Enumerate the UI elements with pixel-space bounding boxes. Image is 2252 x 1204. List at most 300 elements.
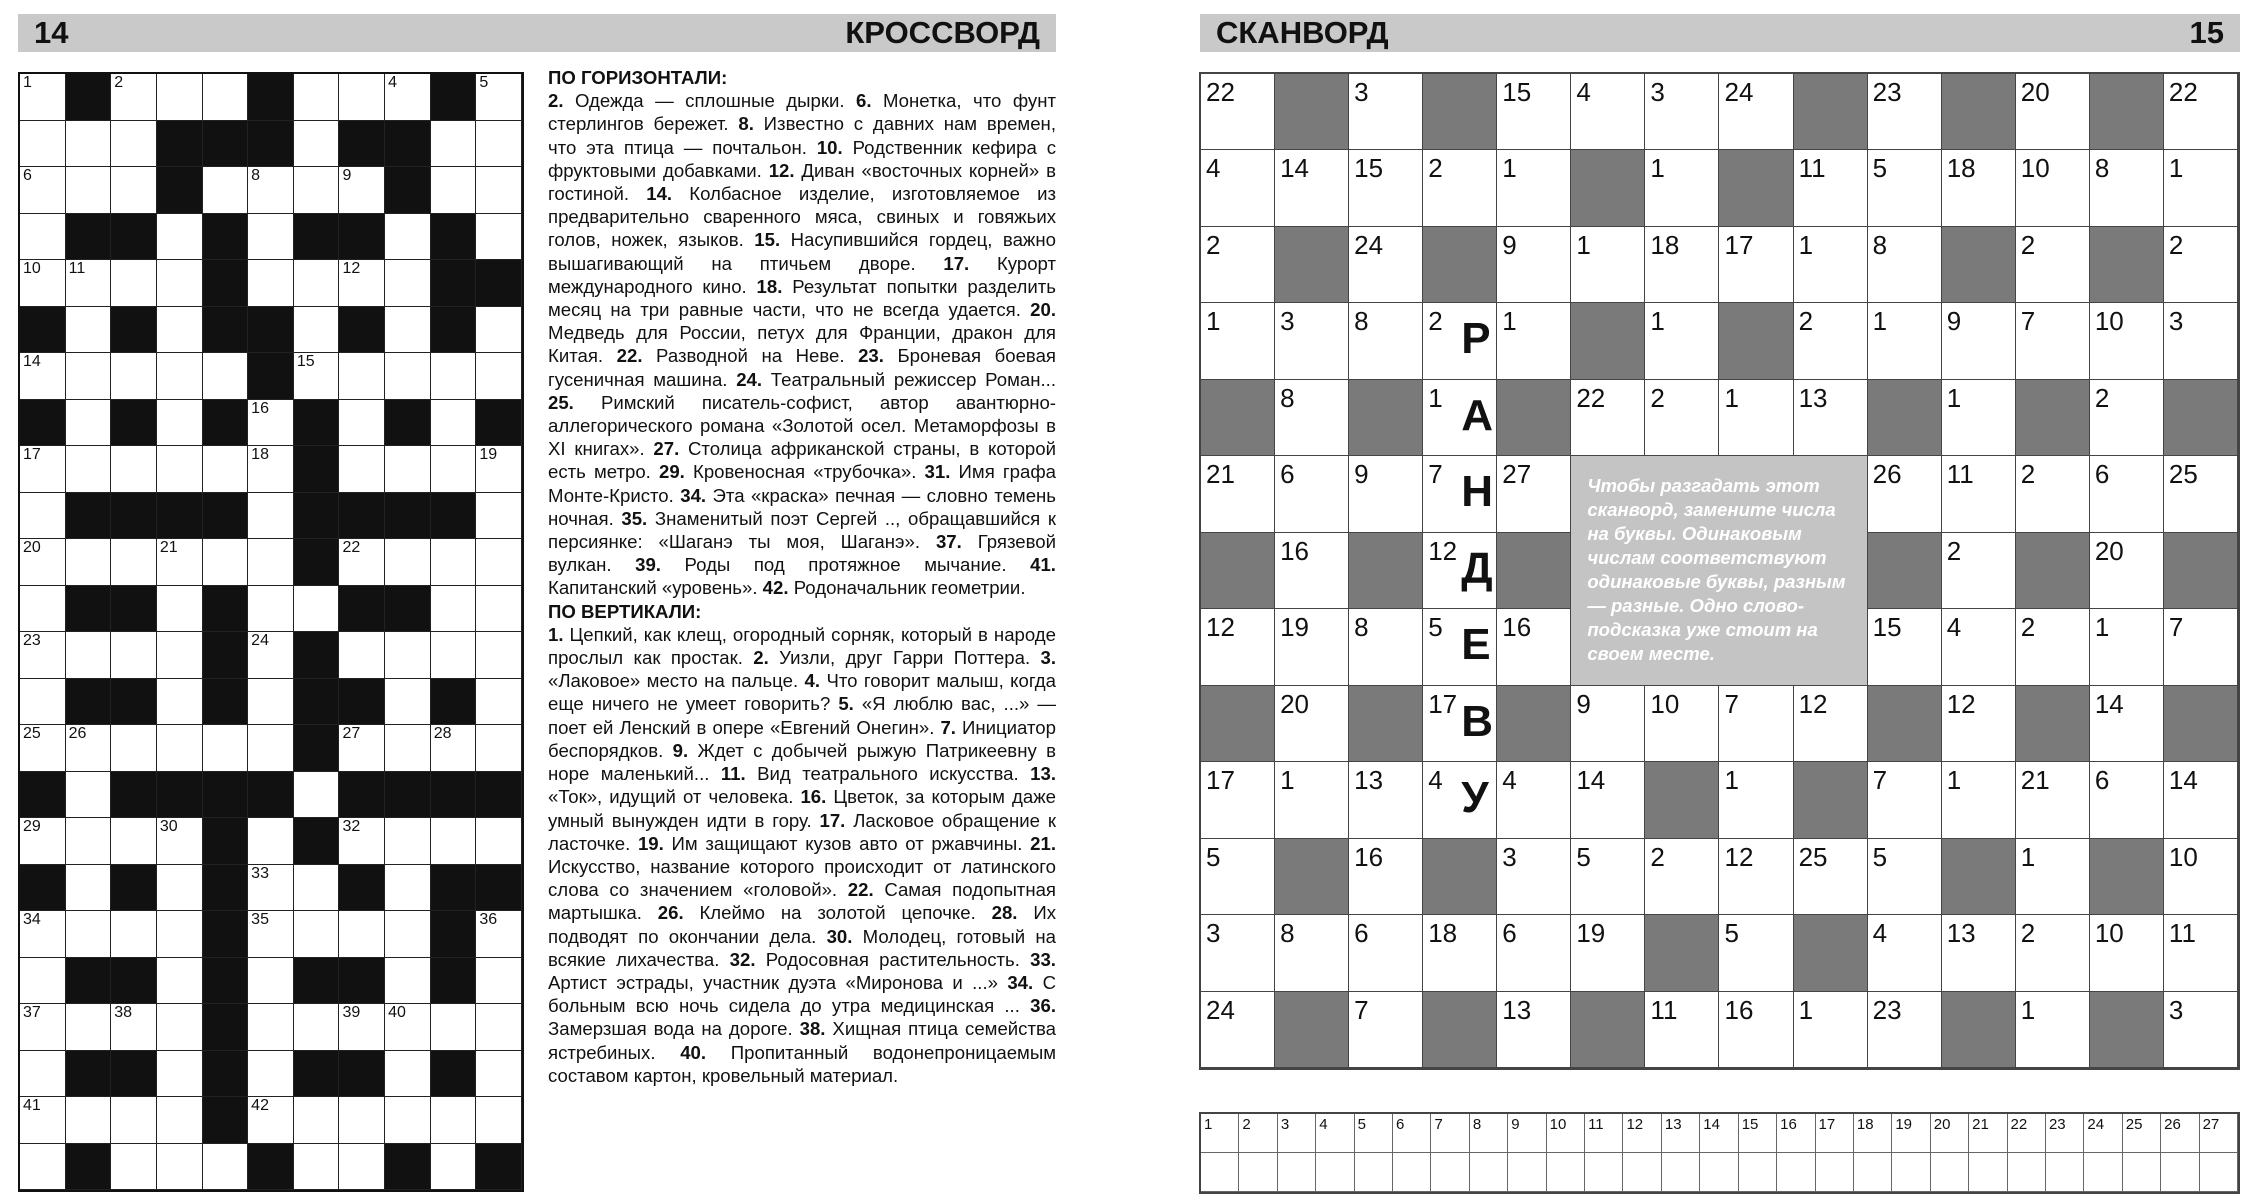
crossword-cell[interactable] [66,539,112,586]
scanword-cell[interactable] [1497,303,1571,379]
scanword-cell[interactable] [2016,839,2090,915]
key-letter-cell[interactable] [1969,1153,2007,1192]
crossword-cell[interactable] [248,1004,294,1051]
scanword-cell[interactable] [1942,380,2016,456]
scanword-cell[interactable] [1868,303,1942,379]
crossword-cell[interactable] [111,1097,157,1144]
crossword-cell[interactable] [66,167,112,214]
crossword-cell[interactable] [66,632,112,679]
crossword-cell[interactable] [339,1004,385,1051]
scanword-cell[interactable] [1571,839,1645,915]
crossword-cell[interactable] [111,1144,157,1191]
crossword-cell[interactable] [157,586,203,633]
scanword-cell[interactable] [1349,992,1423,1068]
crossword-cell[interactable] [66,725,112,772]
scanword-cell[interactable] [2164,915,2238,991]
crossword-cell[interactable] [157,1051,203,1098]
scanword-cell[interactable] [1868,227,1942,303]
key-letter-cell[interactable] [2161,1153,2199,1192]
scanword-cell[interactable] [1942,686,2016,762]
scanword-cell[interactable] [1275,380,1349,456]
scanword-cell[interactable] [2164,74,2238,150]
scanword-cell[interactable] [1942,533,2016,609]
crossword-cell[interactable] [476,1051,522,1098]
crossword-cell[interactable] [248,1097,294,1144]
crossword-cell[interactable] [157,865,203,912]
crossword-cell[interactable] [431,121,477,168]
crossword-cell[interactable] [20,74,66,121]
scanword-cell[interactable] [1201,74,1275,150]
scanword-cell[interactable] [1868,456,1942,532]
scanword-cell[interactable] [1571,686,1645,762]
crossword-cell[interactable] [339,911,385,958]
key-letter-cell[interactable] [1508,1153,1546,1192]
scanword-cell[interactable] [2090,456,2164,532]
crossword-cell[interactable] [339,818,385,865]
crossword-cell[interactable] [203,167,249,214]
crossword-cell[interactable] [20,493,66,540]
crossword-cell[interactable] [431,1004,477,1051]
crossword-cell[interactable] [476,1097,522,1144]
crossword-cell[interactable] [248,865,294,912]
scanword-cell[interactable] [1349,915,1423,991]
scanword-cell[interactable] [1497,456,1571,532]
scanword-cell[interactable] [2016,456,2090,532]
crossword-cell[interactable] [476,586,522,633]
scanword-cell[interactable] [2090,686,2164,762]
scanword-cell[interactable] [2016,762,2090,838]
crossword-cell[interactable] [385,679,431,726]
crossword-cell[interactable] [20,121,66,168]
key-letter-cell[interactable] [1547,1153,1585,1192]
scanword-cell[interactable] [1349,74,1423,150]
crossword-cell[interactable] [248,493,294,540]
crossword-cell[interactable] [476,446,522,493]
key-letter-cell[interactable] [2123,1153,2161,1192]
scanword-cell[interactable] [1201,456,1275,532]
key-letter-cell[interactable] [1239,1153,1277,1192]
scanword-cell[interactable] [1349,762,1423,838]
crossword-cell[interactable] [111,911,157,958]
crossword-cell[interactable] [248,400,294,447]
crossword-cell[interactable] [339,446,385,493]
crossword-cell[interactable] [385,958,431,1005]
crossword-cell[interactable] [157,400,203,447]
key-letter-cell[interactable] [1355,1153,1393,1192]
crossword-cell[interactable] [203,1144,249,1191]
crossword-cell[interactable] [20,214,66,261]
crossword-cell[interactable] [385,911,431,958]
crossword-cell[interactable] [476,818,522,865]
crossword-cell[interactable] [476,167,522,214]
scanword-cell[interactable] [1645,74,1719,150]
key-letter-cell[interactable] [1623,1153,1661,1192]
key-letter-cell[interactable] [1700,1153,1738,1192]
crossword-cell[interactable] [20,260,66,307]
crossword-cell[interactable] [431,400,477,447]
scanword-cell[interactable] [1719,686,1793,762]
scanword-cell[interactable] [1349,609,1423,685]
scanword-cell[interactable] [1868,74,1942,150]
crossword-cell[interactable] [294,121,340,168]
scanword-cell[interactable] [1645,303,1719,379]
crossword-cell[interactable] [66,446,112,493]
scanword-cell[interactable] [1645,227,1719,303]
crossword-cell[interactable] [248,539,294,586]
scanword-cell[interactable] [1497,762,1571,838]
scanword-cell[interactable] [1719,380,1793,456]
crossword-cell[interactable] [20,818,66,865]
crossword-cell[interactable] [20,1051,66,1098]
scanword-cell[interactable] [1349,150,1423,226]
crossword-cell[interactable] [157,958,203,1005]
crossword-cell[interactable] [431,632,477,679]
scanword-cell[interactable] [2016,150,2090,226]
scanword-cell[interactable] [2164,227,2238,303]
crossword-cell[interactable] [111,446,157,493]
crossword-cell[interactable] [20,1004,66,1051]
scanword-cell[interactable] [1645,150,1719,226]
crossword-cell[interactable] [203,725,249,772]
key-letter-cell[interactable] [1585,1153,1623,1192]
scanword-cell[interactable] [1571,227,1645,303]
scanword-cell[interactable] [2016,74,2090,150]
crossword-cell[interactable] [385,1051,431,1098]
crossword-cell[interactable] [66,121,112,168]
key-letter-cell[interactable] [1316,1153,1354,1192]
crossword-cell[interactable] [66,911,112,958]
scanword-cell[interactable] [1794,992,1868,1068]
crossword-cell[interactable] [339,167,385,214]
crossword-cell[interactable] [203,539,249,586]
crossword-cell[interactable] [294,260,340,307]
scanword-cell[interactable] [2164,456,2238,532]
crossword-cell[interactable] [157,260,203,307]
scanword-cell[interactable] [1868,762,1942,838]
crossword-cell[interactable] [476,725,522,772]
scanword-cell[interactable] [1868,609,1942,685]
scanword-cell[interactable] [1719,762,1793,838]
crossword-cell[interactable] [476,121,522,168]
crossword-cell[interactable] [385,539,431,586]
crossword-cell[interactable] [20,1097,66,1144]
scanword-cell[interactable] [1868,915,1942,991]
scanword-cell[interactable] [1794,227,1868,303]
crossword-cell[interactable] [157,353,203,400]
crossword-cell[interactable] [339,1144,385,1191]
crossword-cell[interactable] [476,74,522,121]
scanword-cell[interactable] [1497,227,1571,303]
crossword-cell[interactable] [476,958,522,1005]
scanword-cell[interactable] [2016,915,2090,991]
scanword-cell[interactable] [1201,150,1275,226]
crossword-cell[interactable] [431,818,477,865]
key-letter-cell[interactable] [1278,1153,1316,1192]
crossword-cell[interactable] [431,353,477,400]
crossword-cell[interactable] [20,958,66,1005]
scanword-cell[interactable] [1645,839,1719,915]
scanword-cell[interactable] [2090,915,2164,991]
crossword-cell[interactable] [294,911,340,958]
scanword-cell[interactable] [1275,150,1349,226]
scanword-cell[interactable] [1942,915,2016,991]
scanword-cell[interactable] [1497,915,1571,991]
crossword-cell[interactable] [111,260,157,307]
crossword-cell[interactable] [385,260,431,307]
key-letter-cell[interactable] [2008,1153,2046,1192]
crossword-cell[interactable] [294,865,340,912]
crossword-cell[interactable] [385,1004,431,1051]
scanword-cell[interactable] [1794,380,1868,456]
crossword-cell[interactable] [157,632,203,679]
key-letter-cell[interactable] [1892,1153,1930,1192]
scanword-cell[interactable] [2164,762,2238,838]
crossword-cell[interactable] [476,493,522,540]
crossword-cell[interactable] [339,74,385,121]
scanword-cell[interactable] [1719,839,1793,915]
scanword-cell[interactable] [1201,839,1275,915]
crossword-cell[interactable] [339,725,385,772]
scanword-cell[interactable] [2164,992,2238,1068]
crossword-cell[interactable] [66,307,112,354]
crossword-cell[interactable] [385,725,431,772]
scanword-cell[interactable] [1497,609,1571,685]
crossword-cell[interactable] [476,911,522,958]
crossword-cell[interactable] [157,74,203,121]
scanword-cell[interactable] [1497,992,1571,1068]
scanword-cell[interactable] [1201,303,1275,379]
scanword-cell[interactable] [1201,915,1275,991]
crossword-cell[interactable] [294,307,340,354]
key-letter-cell[interactable] [1816,1153,1854,1192]
scanword-cell[interactable] [1571,915,1645,991]
crossword-cell[interactable] [20,725,66,772]
crossword-cell[interactable] [339,1097,385,1144]
crossword-cell[interactable] [66,865,112,912]
crossword-cell[interactable] [20,1144,66,1191]
scanword-cell[interactable] [1497,150,1571,226]
key-letter-cell[interactable] [1777,1153,1815,1192]
scanword-cell[interactable] [1349,303,1423,379]
scanword-cell[interactable] [2090,762,2164,838]
scanword-cell[interactable] [2090,303,2164,379]
crossword-cell[interactable] [157,911,203,958]
scanword-cell[interactable] [2016,609,2090,685]
crossword-cell[interactable] [294,1097,340,1144]
crossword-cell[interactable] [203,74,249,121]
scanword-cell[interactable] [1423,533,1497,609]
crossword-cell[interactable] [111,353,157,400]
crossword-cell[interactable] [476,353,522,400]
crossword-cell[interactable] [66,400,112,447]
key-letter-cell[interactable] [2084,1153,2122,1192]
crossword-cell[interactable] [157,1097,203,1144]
crossword-cell[interactable] [157,539,203,586]
scanword-cell[interactable] [1201,992,1275,1068]
crossword-cell[interactable] [157,1004,203,1051]
crossword-cell[interactable] [248,911,294,958]
scanword-cell[interactable] [1942,456,2016,532]
key-letter-cell[interactable] [2046,1153,2084,1192]
crossword-cell[interactable] [66,260,112,307]
crossword-cell[interactable] [431,1097,477,1144]
scanword-cell[interactable] [1423,150,1497,226]
crossword-cell[interactable] [248,446,294,493]
crossword-cell[interactable] [66,772,112,819]
crossword-cell[interactable] [385,818,431,865]
crossword-cell[interactable] [476,214,522,261]
scanword-cell[interactable] [1868,992,1942,1068]
crossword-cell[interactable] [248,586,294,633]
scanword-cell[interactable] [1275,303,1349,379]
scanword-cell[interactable] [1423,762,1497,838]
crossword-cell[interactable] [203,353,249,400]
scanword-cell[interactable] [1645,686,1719,762]
scanword-cell[interactable] [1719,992,1793,1068]
scanword-cell[interactable] [1275,915,1349,991]
key-letter-cell[interactable] [1393,1153,1431,1192]
scanword-cell[interactable] [1497,839,1571,915]
crossword-cell[interactable] [20,679,66,726]
scanword-cell[interactable] [1571,762,1645,838]
scanword-cell[interactable] [1868,150,1942,226]
scanword-cell[interactable] [1201,762,1275,838]
crossword-cell[interactable] [476,307,522,354]
scanword-cell[interactable] [1201,227,1275,303]
crossword-cell[interactable] [248,167,294,214]
crossword-cell[interactable] [339,260,385,307]
crossword-cell[interactable] [20,586,66,633]
crossword-cell[interactable] [111,167,157,214]
crossword-cell[interactable] [66,1004,112,1051]
scanword-cell[interactable] [2090,533,2164,609]
scanword-cell[interactable] [2164,609,2238,685]
crossword-cell[interactable] [157,307,203,354]
scanword-cell[interactable] [2164,303,2238,379]
crossword-cell[interactable] [20,539,66,586]
crossword-cell[interactable] [385,214,431,261]
scanword-cell[interactable] [1275,686,1349,762]
crossword-cell[interactable] [66,353,112,400]
crossword-cell[interactable] [248,214,294,261]
crossword-cell[interactable] [157,818,203,865]
crossword-cell[interactable] [203,446,249,493]
scanword-cell[interactable] [1349,839,1423,915]
scanword-cell[interactable] [1275,762,1349,838]
crossword-cell[interactable] [476,1004,522,1051]
scanword-cell[interactable] [1497,74,1571,150]
scanword-cell[interactable] [1942,609,2016,685]
crossword-cell[interactable] [248,958,294,1005]
crossword-cell[interactable] [111,539,157,586]
scanword-cell[interactable] [1423,303,1497,379]
key-letter-cell[interactable] [1201,1153,1239,1192]
scanword-cell[interactable] [2016,227,2090,303]
crossword-cell[interactable] [20,167,66,214]
scanword-cell[interactable] [1794,686,1868,762]
crossword-cell[interactable] [248,818,294,865]
crossword-cell[interactable] [20,353,66,400]
crossword-cell[interactable] [385,74,431,121]
scanword-cell[interactable] [2090,609,2164,685]
scanword-cell[interactable] [1275,533,1349,609]
crossword-cell[interactable] [111,74,157,121]
scanword-cell[interactable] [1794,839,1868,915]
crossword-cell[interactable] [20,446,66,493]
scanword-cell[interactable] [1571,74,1645,150]
scanword-cell[interactable] [2090,380,2164,456]
crossword-cell[interactable] [385,1097,431,1144]
crossword-cell[interactable] [385,446,431,493]
crossword-cell[interactable] [294,1004,340,1051]
scanword-cell[interactable] [1942,150,2016,226]
key-letter-cell[interactable] [1662,1153,1700,1192]
crossword-cell[interactable] [66,1097,112,1144]
key-letter-cell[interactable] [2200,1153,2238,1192]
crossword-cell[interactable] [248,260,294,307]
crossword-cell[interactable] [339,353,385,400]
crossword-cell[interactable] [20,632,66,679]
crossword-cell[interactable] [157,725,203,772]
crossword-cell[interactable] [476,679,522,726]
scanword-cell[interactable] [1794,150,1868,226]
scanword-cell[interactable] [1423,915,1497,991]
crossword-cell[interactable] [157,679,203,726]
scanword-cell[interactable] [1868,839,1942,915]
key-letter-cell[interactable] [1854,1153,1892,1192]
crossword-cell[interactable] [431,446,477,493]
scanword-cell[interactable] [2090,150,2164,226]
crossword-cell[interactable] [157,214,203,261]
scanword-cell[interactable] [1349,227,1423,303]
crossword-cell[interactable] [248,1051,294,1098]
crossword-cell[interactable] [294,586,340,633]
scanword-cell[interactable] [1201,609,1275,685]
crossword-cell[interactable] [385,632,431,679]
crossword-cell[interactable] [339,400,385,447]
crossword-cell[interactable] [20,911,66,958]
crossword-cell[interactable] [431,725,477,772]
crossword-cell[interactable] [66,818,112,865]
scanword-cell[interactable] [2016,303,2090,379]
scanword-cell[interactable] [1719,915,1793,991]
crossword-cell[interactable] [248,632,294,679]
scanword-cell[interactable] [1423,380,1497,456]
scanword-cell[interactable] [2164,150,2238,226]
scanword-cell[interactable] [2164,839,2238,915]
scanword-cell[interactable] [1645,992,1719,1068]
scanword-cell[interactable] [1645,380,1719,456]
crossword-cell[interactable] [294,74,340,121]
key-letter-cell[interactable] [1431,1153,1469,1192]
crossword-cell[interactable] [248,679,294,726]
crossword-cell[interactable] [111,121,157,168]
crossword-cell[interactable] [294,167,340,214]
scanword-cell[interactable] [1423,456,1497,532]
scanword-cell[interactable] [1423,686,1497,762]
scanword-cell[interactable] [1571,380,1645,456]
scanword-cell[interactable] [1423,609,1497,685]
crossword-cell[interactable] [431,167,477,214]
crossword-cell[interactable] [385,865,431,912]
crossword-cell[interactable] [248,725,294,772]
scanword-cell[interactable] [1942,303,2016,379]
crossword-cell[interactable] [294,1144,340,1191]
crossword-cell[interactable] [431,1144,477,1191]
crossword-cell[interactable] [111,818,157,865]
crossword-cell[interactable] [157,1144,203,1191]
key-letter-cell[interactable] [1931,1153,1969,1192]
